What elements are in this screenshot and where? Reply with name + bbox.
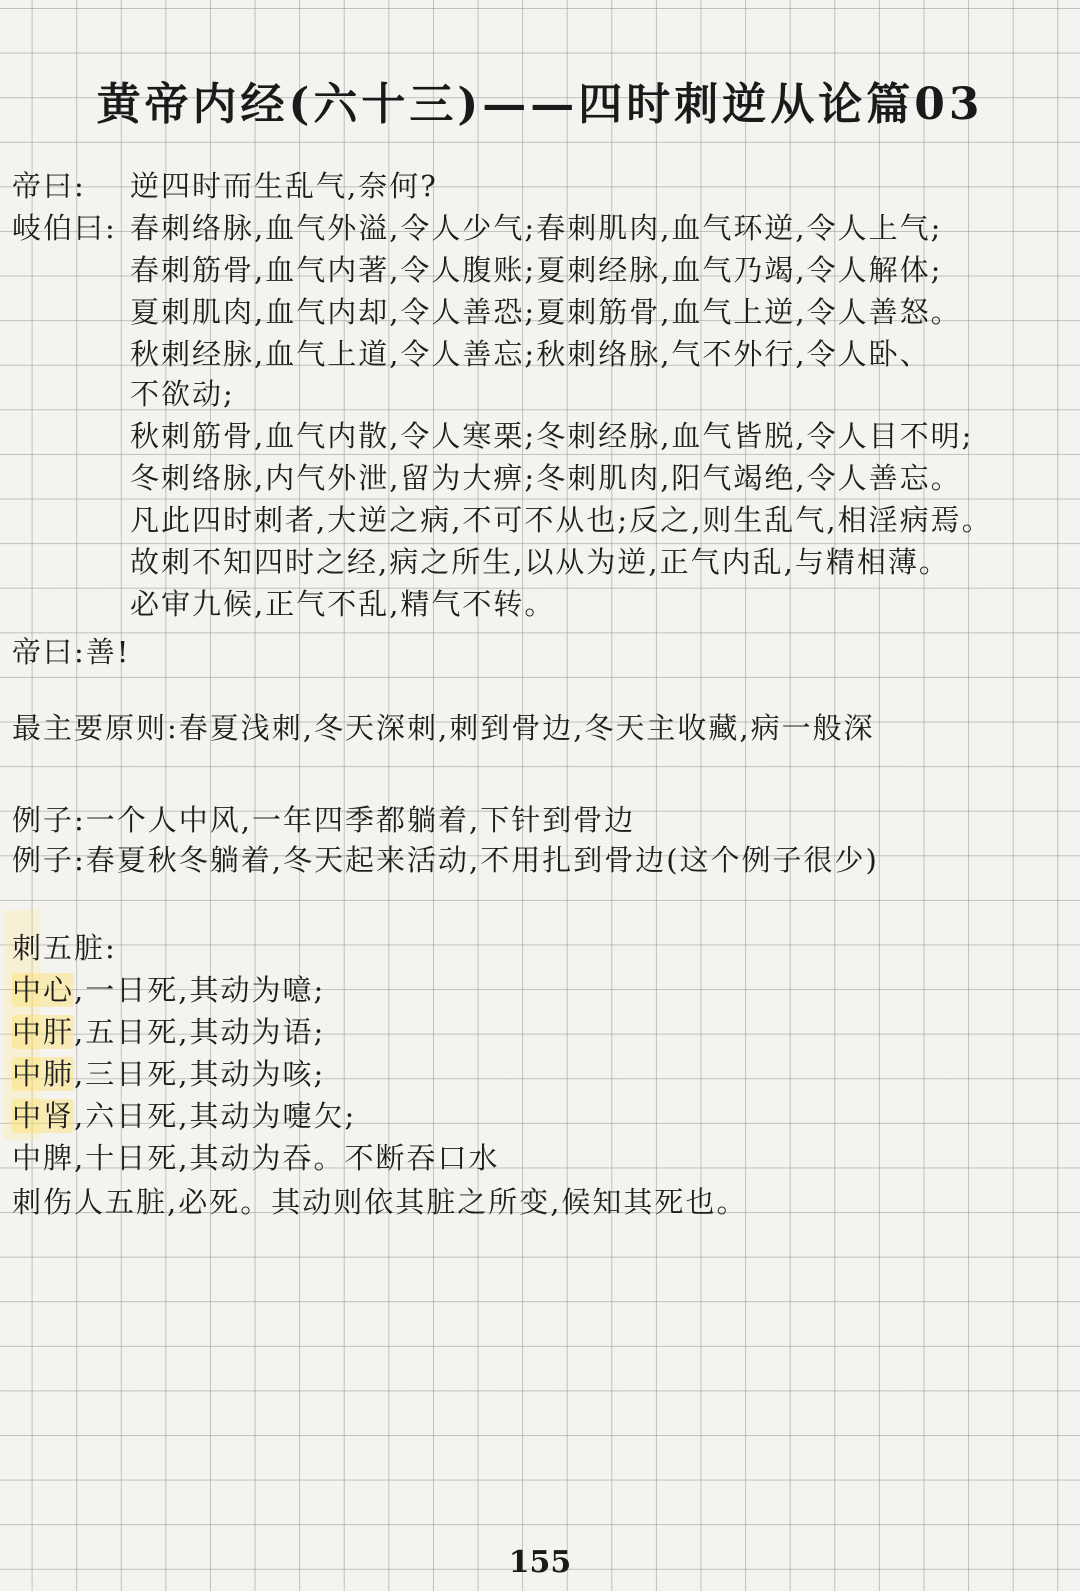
qibo-line: 不欲动; xyxy=(130,377,235,411)
qibo-line: 秋刺筋骨,血气内散,令人寒栗;冬刺经脉,血气皆脱,令人目不明; xyxy=(130,419,974,453)
principle-note: 最主要原则:春夏浅刺,冬天深刺,刺到骨边,冬天主收藏,病一般深 xyxy=(12,711,875,745)
organ-item xyxy=(12,1054,325,1094)
organ-item xyxy=(12,1138,499,1178)
five-organs-conclusion: 刺伤人五脏,必死。其动则依其脏之所变,候知其死也。 xyxy=(12,1185,748,1219)
organ-name: 中肺 xyxy=(12,1057,75,1091)
organ-name: 中肾 xyxy=(12,1099,75,1133)
emperor-reply: 帝曰:善! xyxy=(12,635,131,669)
speaker-emperor: 帝曰: xyxy=(12,169,86,203)
qibo-line: 春刺筋骨,血气内著,令人腹账;夏刺经脉,血气乃竭,令人解体; xyxy=(130,253,943,287)
speaker-qibo: 岐伯曰: xyxy=(12,211,117,245)
organ-text: ,三日死,其动为咳; xyxy=(74,1057,326,1091)
organ-item xyxy=(12,1012,325,1052)
qibo-line: 冬刺络脉,内气外泄,留为大痹;冬刺肌肉,阳气竭绝,令人善忘。 xyxy=(130,461,962,495)
organ-name: 中脾 xyxy=(12,1141,75,1175)
organ-name: 中肝 xyxy=(12,1015,75,1049)
qibo-line: 必审九候,正气不乱,精气不转。 xyxy=(130,587,556,621)
emperor-question: 逆四时而生乱气,奈何? xyxy=(130,169,438,203)
five-organs-heading: 刺五脏: xyxy=(12,931,117,965)
organ-name: 中心 xyxy=(12,973,75,1007)
organ-item xyxy=(12,1096,356,1136)
example-note: 例子:春夏秋冬躺着,冬天起来活动,不用扎到骨边(这个例子很少) xyxy=(12,843,879,877)
example-note: 例子:一个人中风,一年四季都躺着,下针到骨边 xyxy=(12,803,636,837)
qibo-line: 夏刺肌肉,血气内却,令人善恐;夏刺筋骨,血气上逆,令人善怒。 xyxy=(130,295,962,329)
qibo-line: 秋刺经脉,血气上道,令人善忘;秋刺络脉,气不外行,令人卧、 xyxy=(130,337,931,371)
qibo-line: 凡此四时刺者,大逆之病,不可不从也;反之,则生乱气,相淫病焉。 xyxy=(130,503,993,537)
qibo-line: 故刺不知四时之经,病之所生,以从为逆,正气内乱,与精相薄。 xyxy=(130,545,950,579)
qibo-line: 春刺络脉,血气外溢,令人少气;春刺肌肉,血气环逆,令人上气; xyxy=(130,211,943,245)
organ-text: ,六日死,其动为嚏欠; xyxy=(74,1099,357,1133)
organ-text: ,一日死,其动为噫; xyxy=(74,973,326,1007)
organ-text: ,五日死,其动为语; xyxy=(74,1015,326,1049)
page-number: 155 xyxy=(508,1545,572,1580)
page-title: 黄帝内经(六十三)——四时刺逆从论篇03 xyxy=(96,79,984,130)
organ-text: ,十日死,其动为吞。不断吞口水 xyxy=(74,1141,500,1175)
organ-item xyxy=(12,970,325,1010)
